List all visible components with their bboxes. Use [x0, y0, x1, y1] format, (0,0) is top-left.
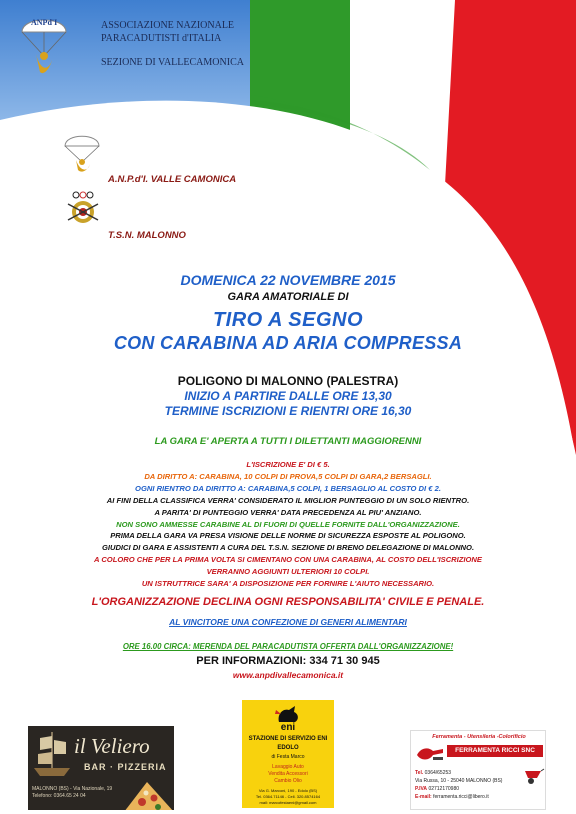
header-logo [18, 10, 70, 78]
veliero-name: il Veliero [74, 734, 150, 758]
ad-eni [242, 700, 334, 808]
eni-address: Via G. Marconi, 190 - Edolo (BS) [258, 788, 318, 793]
eni-service-3: Cambio Olio [274, 778, 302, 784]
website-link[interactable]: www.anpdivallecamonica.it [232, 670, 344, 680]
rule-fee: L'ISCRIZIONE E' DI € 5. [246, 460, 330, 469]
pizza-icon [120, 778, 174, 810]
event-venue: POLIGONO DI MALONNO (PALESTRA) [177, 374, 399, 388]
tsn-logo [64, 190, 102, 228]
rule-tie: A PARITA' DI PUNTEGGIO VERRA' DATA PRECEDENZA AL PIU' ANZIANO. [154, 507, 422, 517]
event-start: INIZIO A PARTIRE DALLE ORE 13,30 [184, 389, 392, 403]
rule-first-timers: A COLORO CHE PER LA PRIMA VOLTA SI CIMENTANO CON UNA CARABINA, AL COSTO DELL'ISCRIZIONE [94, 555, 482, 565]
ship-icon [32, 730, 72, 778]
eni-phone: Tel. 0364.71146 - Cell. 320.8574164 [255, 794, 321, 799]
eni-title-2: EDOLO [277, 745, 299, 751]
tsn-label: T.S.N. MALONNO [108, 230, 186, 241]
event-type: GARA AMATORIALE DI [227, 291, 349, 303]
ricci-tel-label: Tel. [415, 770, 424, 776]
eni-service-1: Lavaggio Auto [272, 764, 304, 770]
parachute-icon [62, 130, 102, 174]
anpdi-logo [62, 130, 102, 174]
event-date: DOMENICA 22 NOVEMBRE 2015 [180, 272, 396, 288]
rule-reentry: OGNI RIENTRO DA DIRITTO A: CARABINA,5 COLPI, 1 BERSAGLIO AL COSTO DI € 2. [135, 483, 441, 493]
event-title-1: TIRO A SEGNO [212, 309, 364, 331]
eni-email: mail: marcofestaeni@gmail.com [259, 800, 317, 805]
ricci-tel: 0364/65253 [424, 770, 452, 776]
disclaimer: L'ORGANIZZAZIONE DECLINA OGNI RESPONSABILITA' CIVILE E PENALE. [91, 596, 485, 608]
rule-safety: PRIMA DELLA GARA VA PRESA VISIONE DELLE NORME DI SICUREZZA ESPOSTE AL POLIGONO. [110, 531, 466, 541]
veliero-phone: Telefono: 0364.65 24 04 [32, 793, 86, 799]
header-logo-text: ANPd'I [31, 18, 58, 27]
prize: AL VINCITORE UNA CONFEZIONE DI GENERI ALIMENTARI [169, 617, 407, 627]
eni-brand: eni [280, 722, 296, 733]
ad-veliero [28, 726, 174, 810]
eni-owner: di Festa Marco [271, 754, 305, 760]
rule-includes: DA DIRITTO A: CARABINA, 10 COLPI DI PROVA,5 COLPI DI GARA,2 BERSAGLI. [144, 471, 432, 481]
wheelbarrow-icon [523, 767, 545, 785]
anpdi-label: A.N.P.d'I. VALLE CAMONICA [108, 174, 237, 185]
rule-judges: GIUDICI DI GARA E ASSISTENTI A CURA DEL T.S.N. SEZIONE DI BRENO DELEGAZIONE DI MALONNO. [101, 543, 475, 553]
event-open-to: LA GARA E' APERTA A TUTTI I DILETTANTI MAGGIORENNI [154, 436, 422, 447]
eni-title-1: STAZIONE DI SERVIZIO ENI [248, 736, 328, 742]
tools-icon [415, 743, 445, 765]
ricci-piva-label: P.IVA [415, 786, 428, 792]
event-end: TERMINE ISCRIZIONI E RIENTRI ORE 16,30 [164, 404, 412, 418]
info-phone: PER INFORMAZIONI: 334 71 30 945 [196, 655, 380, 667]
ricci-address: Via Russa, 10 - 25040 MALONNO (BS) [415, 778, 503, 784]
veliero-sub: BAR · PIZZERIA [84, 762, 167, 772]
rule-ranking: AI FINI DELLA CLASSIFICA VERRA' CONSIDERATO IL MIGLIOR PUNTEGGIO DI UN SOLO RIENTRO. [106, 495, 470, 505]
target-emblem-icon [64, 190, 102, 228]
rules-list [0, 459, 576, 590]
snack: ORE 16.00 CIRCA: MERENDA DEL PARACADUTISTA OFFERTA DALL'ORGANIZZAZIONE! [122, 642, 454, 651]
ricci-header: Ferramenta - Utensileria -Colorificio [432, 734, 526, 740]
ricci-name: FERRAMENTA RICCI SNC [447, 745, 543, 757]
eni-service-2: Vendita Accessori [268, 771, 308, 777]
org-line-2: PARACADUTISTI d'ITALIA [101, 33, 222, 44]
org-line-1: ASSOCIAZIONE NAZIONALE [101, 20, 235, 31]
event-title-2: CON CARABINA AD ARIA COMPRESSA [113, 333, 463, 353]
ad-ferramenta-ricci [410, 730, 546, 810]
rule-instructor: UN ISTRUTTRICE SARA' A DISPOSIZIONE PER FORNIRE L'AIUTO NECESSARIO. [141, 579, 435, 589]
rule-rifles: NON SONO AMMESSE CARABINE AL DI FUORI DI QUELLE FORNITE DALL'ORGANIZZAZIONE. [116, 519, 460, 529]
veliero-address: MALONNO (BS) - Via Nazionale, 19 [32, 786, 113, 792]
ricci-piva: 02712170980 [428, 786, 460, 792]
section-name: SEZIONE DI VALLECAMONICA [101, 57, 244, 68]
ricci-email[interactable]: ferramenta.ricci@libero.it [433, 794, 489, 800]
rule-extra-shots: VERRANNO AGGIUNTI ULTERIORI 10 COLPI. [206, 567, 370, 577]
ricci-mail-label: E-mail: [415, 794, 432, 800]
